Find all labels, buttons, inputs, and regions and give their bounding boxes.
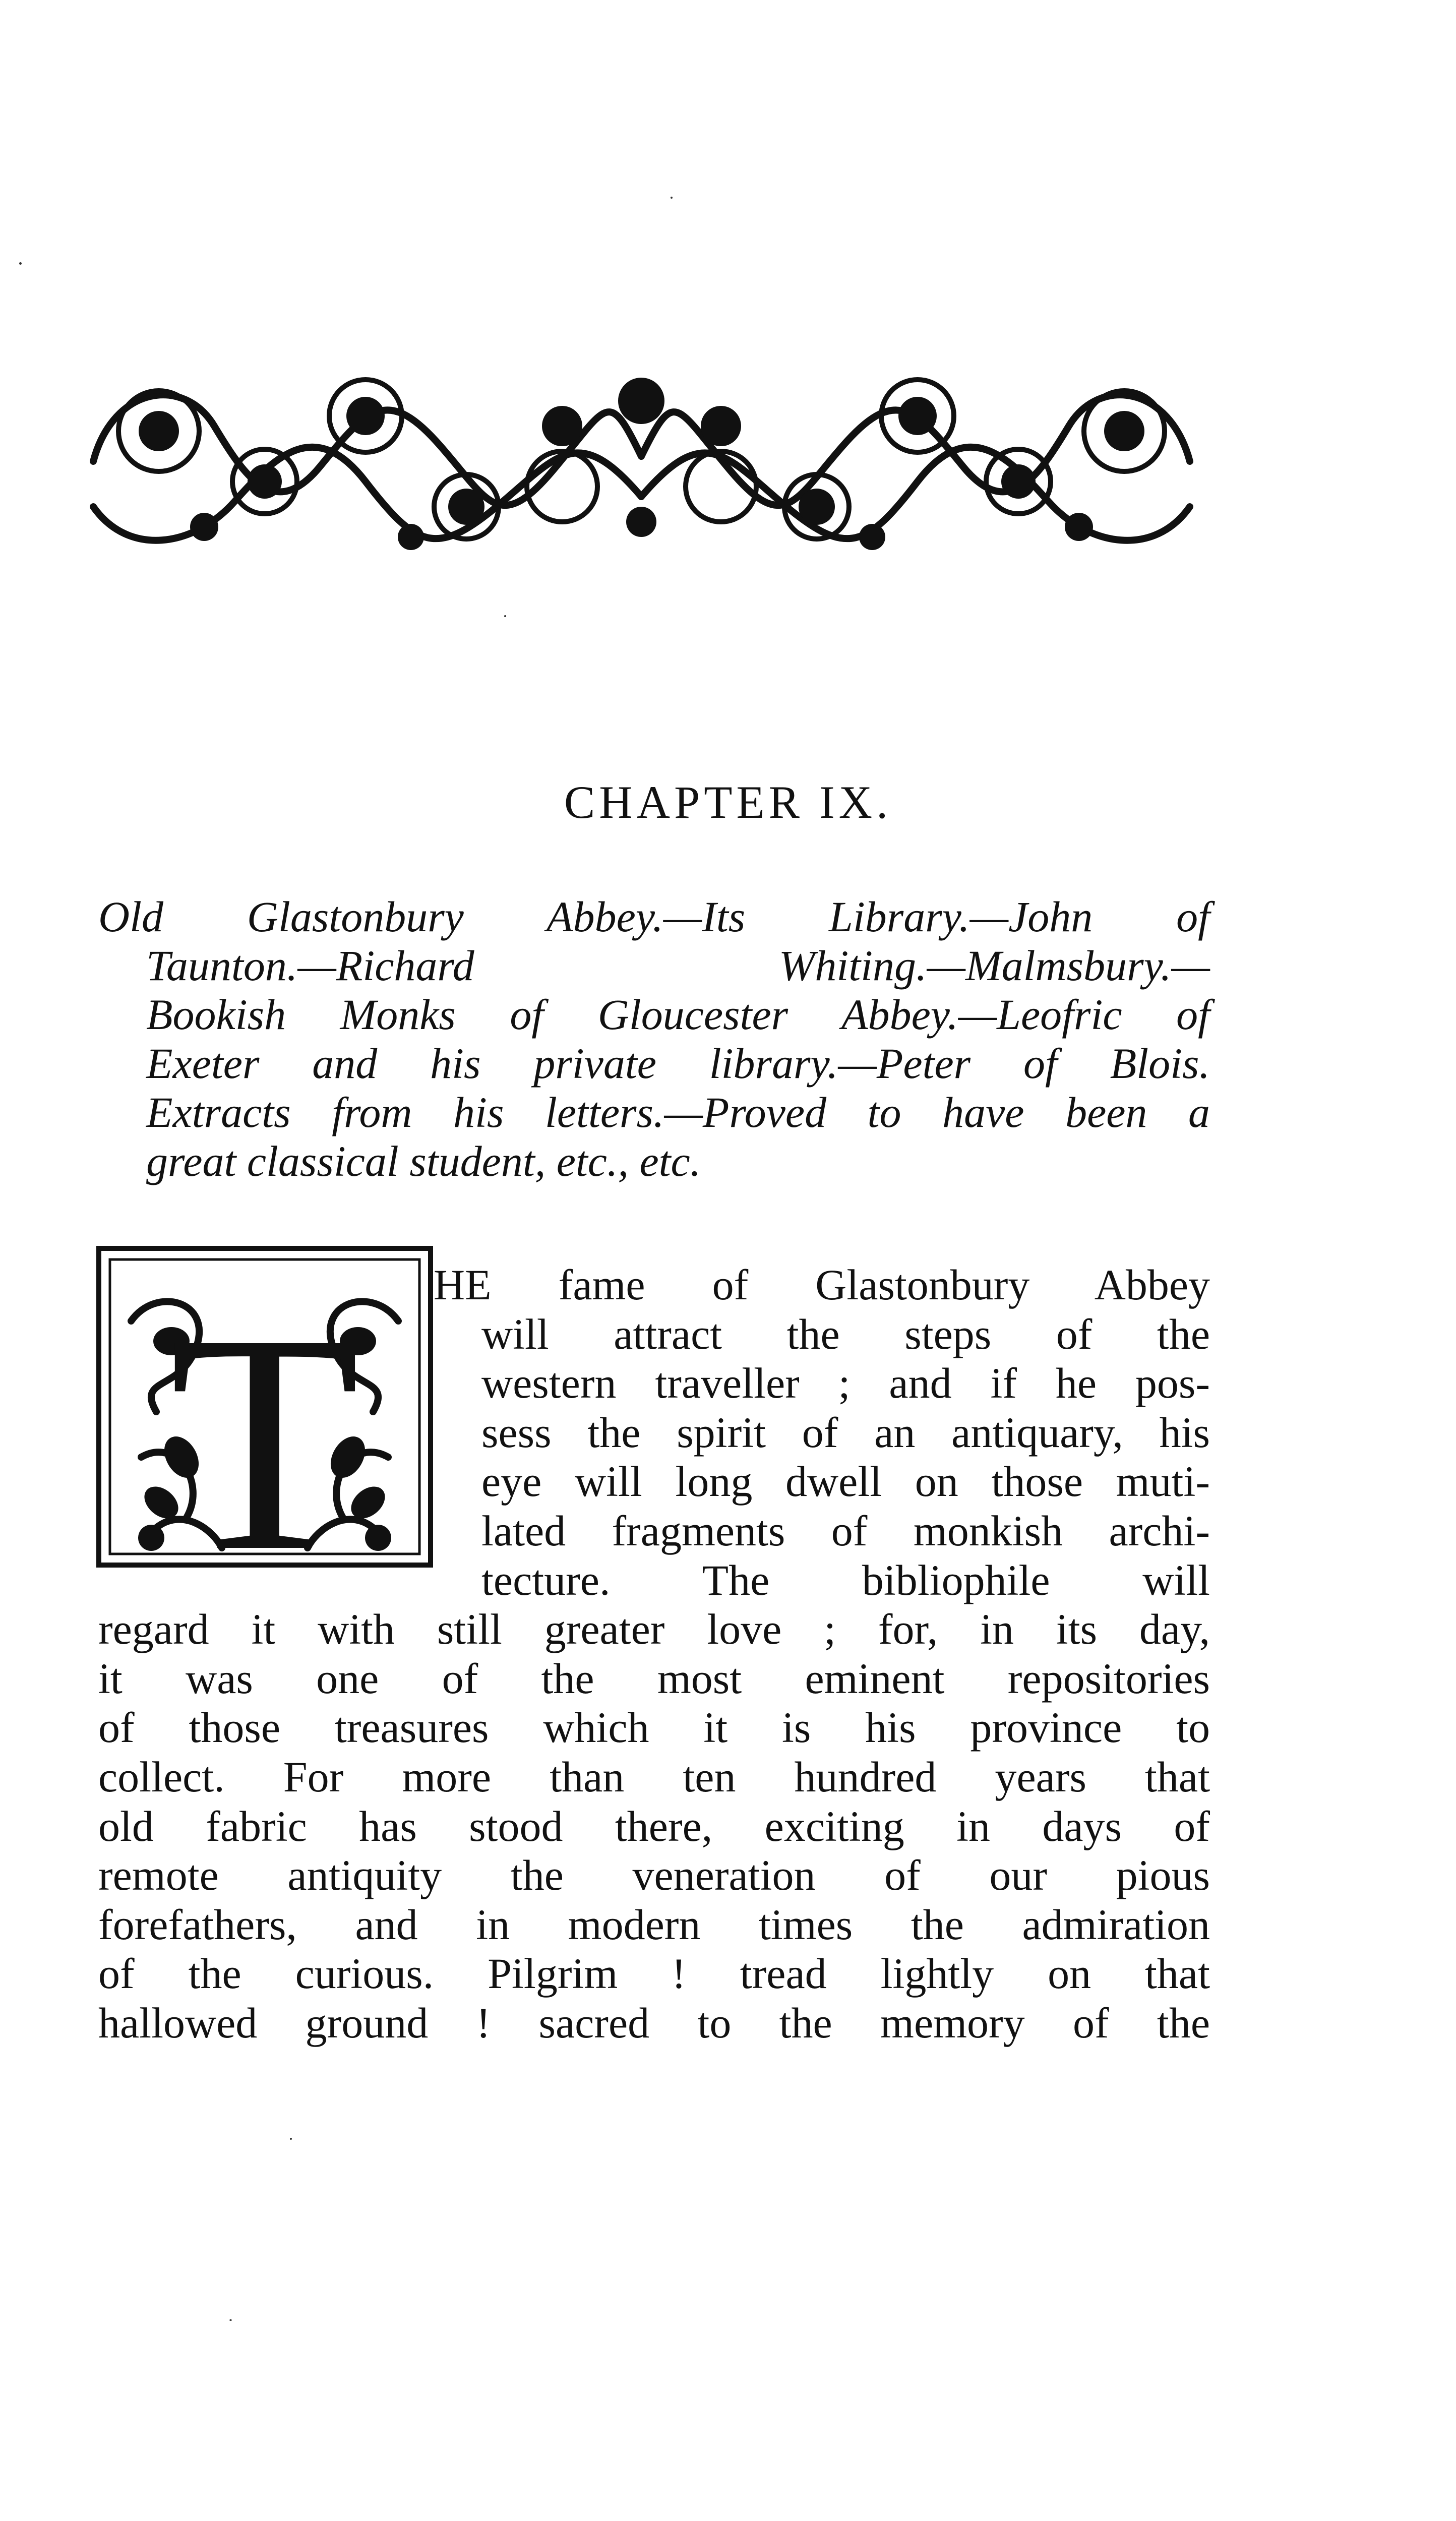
summary-line: Exeter and his private library.—Peter of Blois. — [146, 1039, 1210, 1088]
body-line: of the curious. Pilgrim ! tread lightly on that — [98, 1949, 1210, 1998]
body-line: sess the spirit of an antiquary, his — [481, 1408, 1210, 1457]
body-line: will attract the steps of the — [481, 1309, 1210, 1358]
summary-line: Old Glastonbury Abbey.—Its Library.—John of — [98, 892, 1210, 941]
chapter-title: CHAPTER IX. — [564, 776, 892, 828]
body-line: collect. For more than ten hundred years that — [98, 1752, 1210, 1801]
body-line: remote antiquity the veneration of our pious — [98, 1851, 1210, 1900]
chapter-summary — [98, 892, 1210, 1186]
body-line: of those treasures which it is his province to — [98, 1703, 1210, 1752]
summary-line: Extracts from his letters.—Proved to have been a — [146, 1088, 1210, 1136]
body-line: HE fame of Glastonbury Abbey — [434, 1260, 1210, 1309]
body-line: lated fragments of monkish archi- — [481, 1506, 1210, 1555]
body-line: eye will long dwell on those muti- — [481, 1457, 1210, 1506]
body-line: forefathers, and in modern times the admiration — [98, 1900, 1210, 1949]
body-line: tecture. The bibliophile will — [481, 1555, 1210, 1604]
body-text — [98, 1260, 1210, 2048]
paper-speck — [229, 2319, 232, 2321]
summary-line: Bookish Monks of Gloucester Abbey.—Leofric of — [146, 990, 1210, 1039]
drop-cap-letter: T — [169, 1270, 360, 1568]
summary-line: Taunton.—Richard Whiting.—Malmsbury.— — [146, 941, 1210, 990]
body-line: it was one of the most eminent repositories — [98, 1654, 1210, 1703]
body-line: regard it with still greater love ; for, in its day, — [98, 1605, 1210, 1654]
paper-speck — [504, 615, 506, 617]
summary-line: great classical student, etc., etc. — [146, 1137, 701, 1185]
body-line: hallowed ground ! sacred to the memory of the — [98, 1998, 1210, 2047]
paper-speck — [19, 262, 22, 265]
body-line: old fabric has stood there, exciting in days of — [98, 1802, 1210, 1850]
paper-speck — [290, 2138, 292, 2140]
headpiece-ornament — [83, 355, 1200, 567]
body-line: western traveller ; and if he pos- — [481, 1359, 1210, 1408]
paper-speck — [671, 197, 673, 199]
